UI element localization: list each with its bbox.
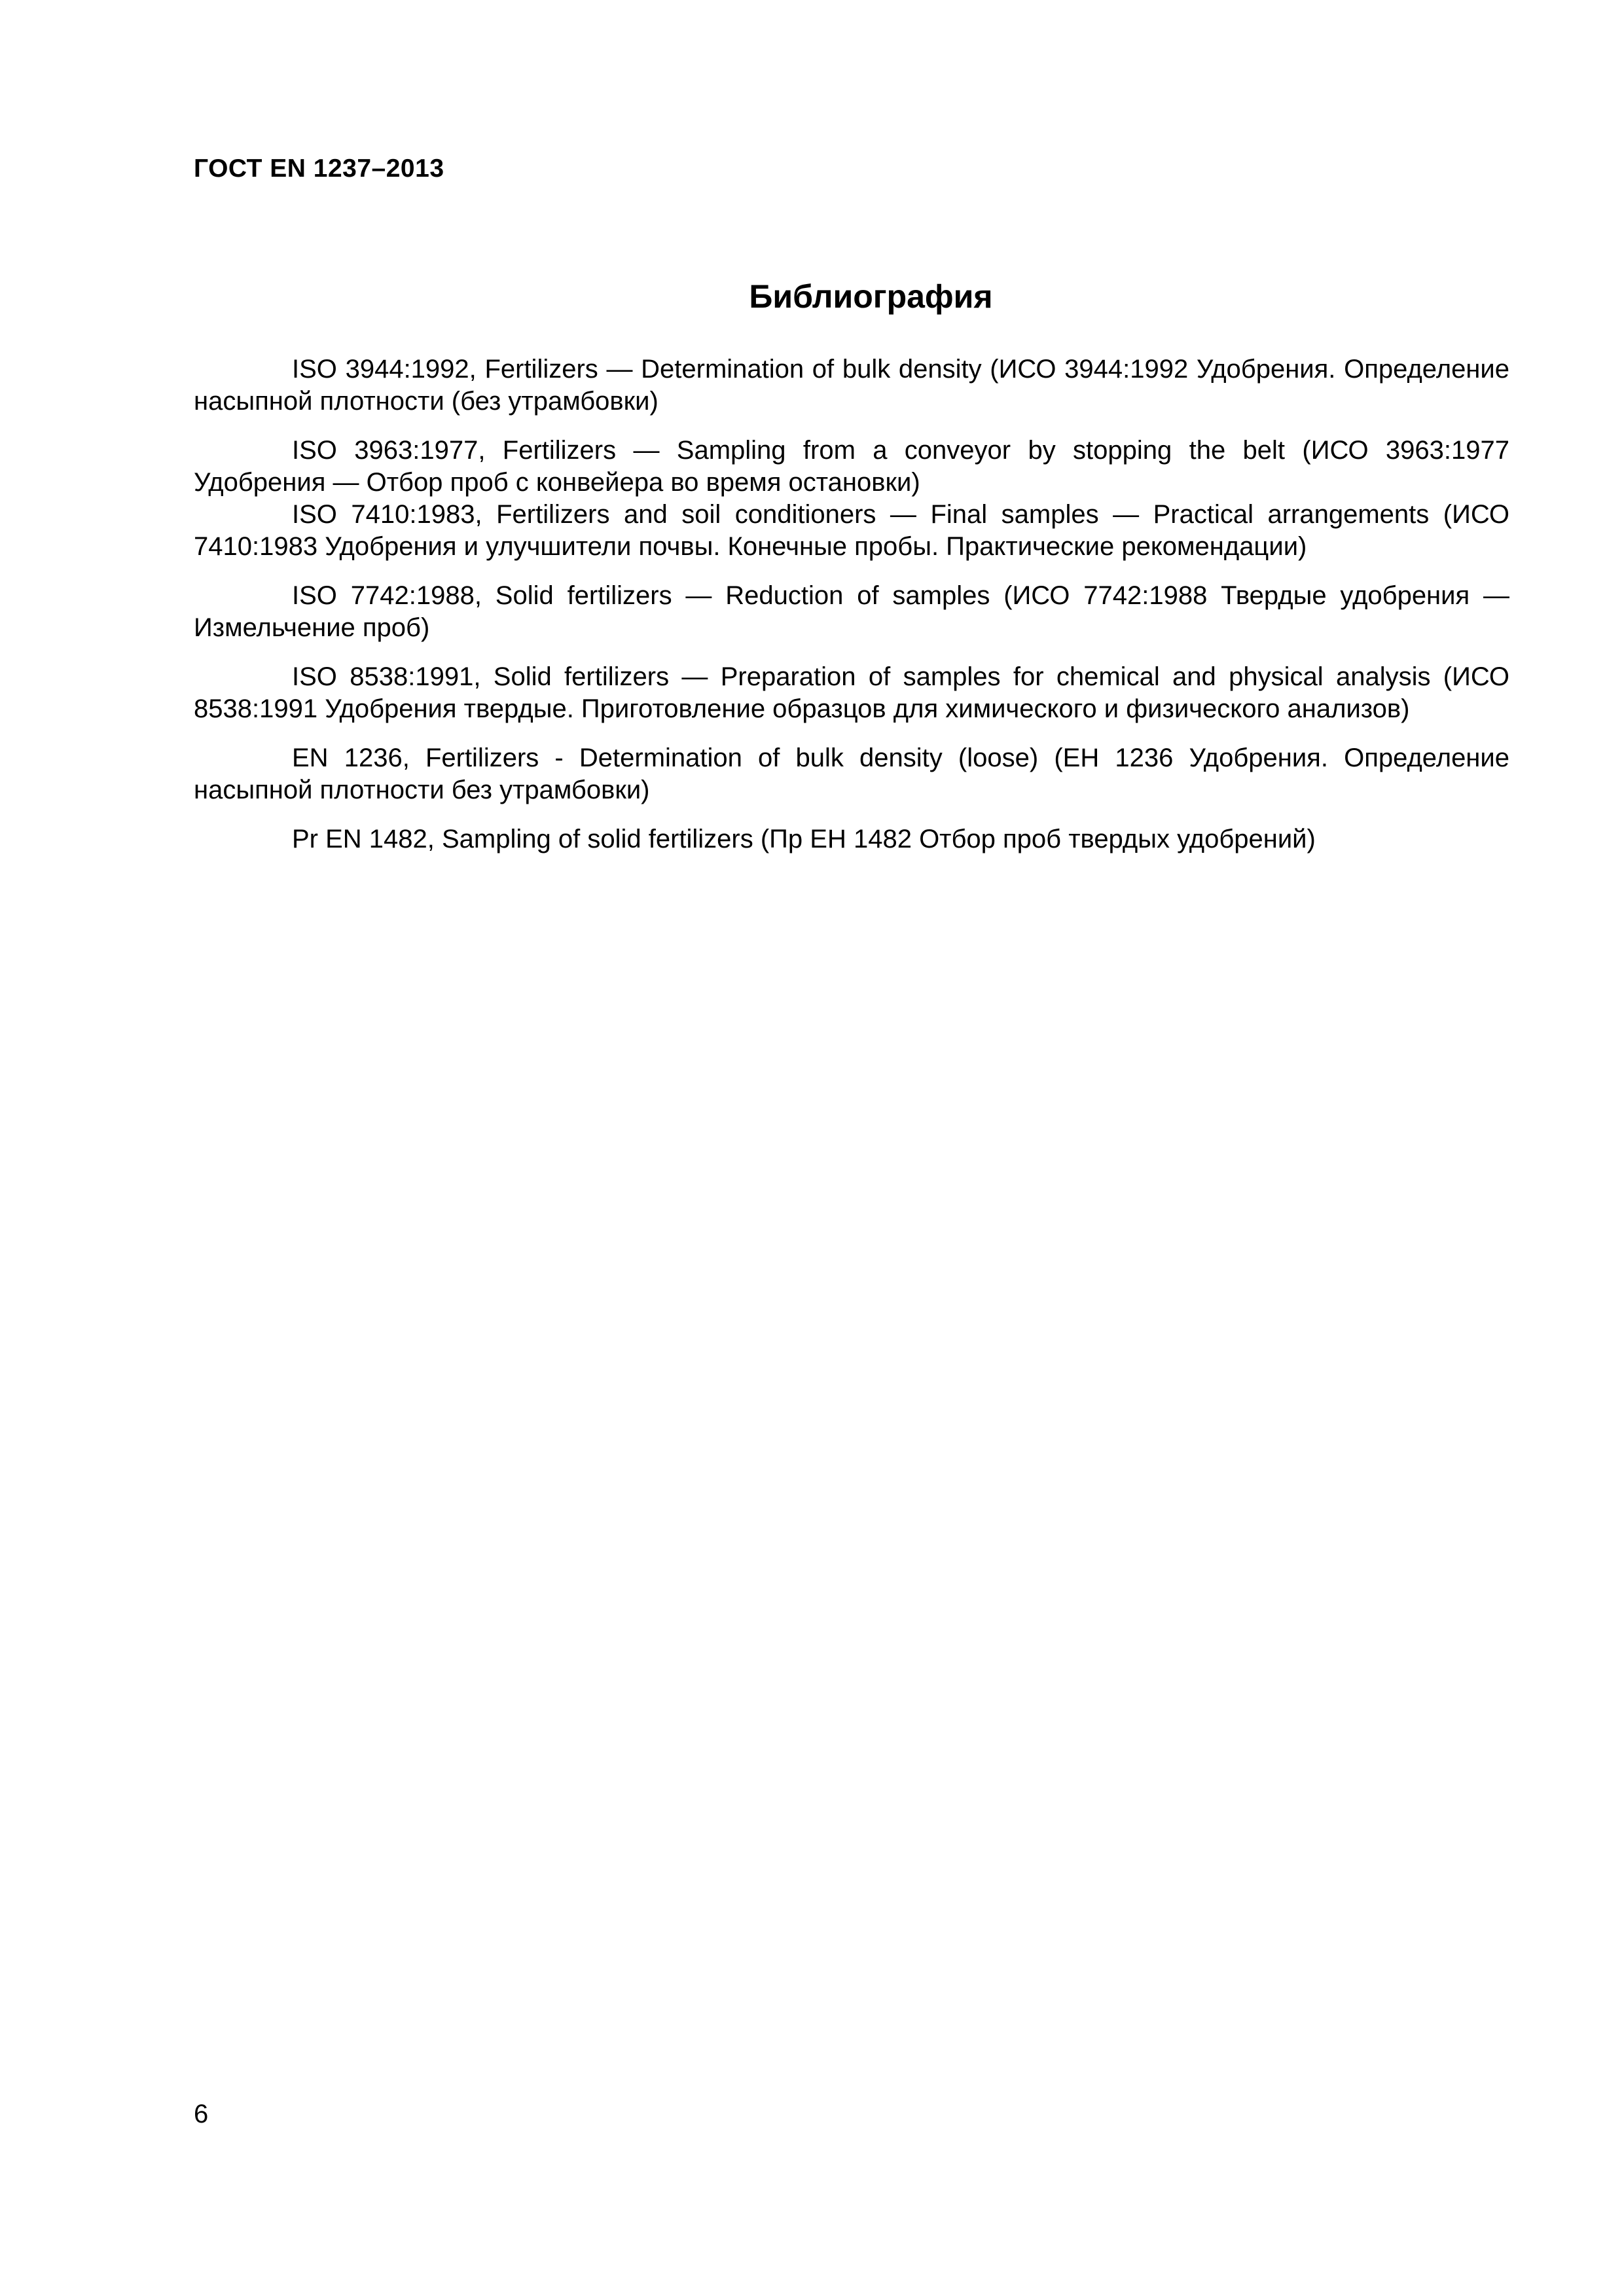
document-header: ГОСТ EN 1237–2013	[194, 154, 444, 183]
bibliography-list	[194, 353, 1509, 855]
bibliography-entry: Pr EN 1482, Sampling of solid fertilizers (Пр ЕН 1482 Отбор проб твердых удобрений)	[292, 825, 1316, 853]
bibliography-entry: EN 1236, Fertilizers - Determination of bulk density (loose) (ЕН 1236 Удобрения. Определение насыпной плотности без утрамбовки)	[194, 744, 1509, 804]
bibliography-entry: ISO 8538:1991, Solid fertilizers — Preparation of samples for chemical and physical analysis (ИСО 8538:1991 Удобрения твердые. Приготовление образцов для химического и физического анализов)	[194, 662, 1509, 723]
page-title: Библиография	[749, 278, 993, 315]
bibliography-entry: ISO 7742:1988, Solid fertilizers — Reduction of samples (ИСО 7742:1988 Твердые удобрения — Измельчение проб)	[194, 581, 1509, 642]
bibliography-entry: ISO 7410:1983, Fertilizers and soil conditioners — Final samples — Practical arrangements (ИСО 7410:1983 Удобрения и улучшители почвы. Конечные пробы. Практические рекомендации)	[194, 500, 1509, 561]
bibliography-entry: ISO 3963:1977, Fertilizers — Sampling from a conveyor by stopping the belt (ИСО 3963:1977 Удобрения — Отбор проб с конвейера во время остановки)	[194, 436, 1509, 497]
bibliography-entry: ISO 3944:1992, Fertilizers — Determination of bulk density (ИСО 3944:1992 Удобрения. Определение насыпной плотности (без утрамбовки)	[194, 355, 1509, 416]
page-number: 6	[194, 2100, 209, 2128]
